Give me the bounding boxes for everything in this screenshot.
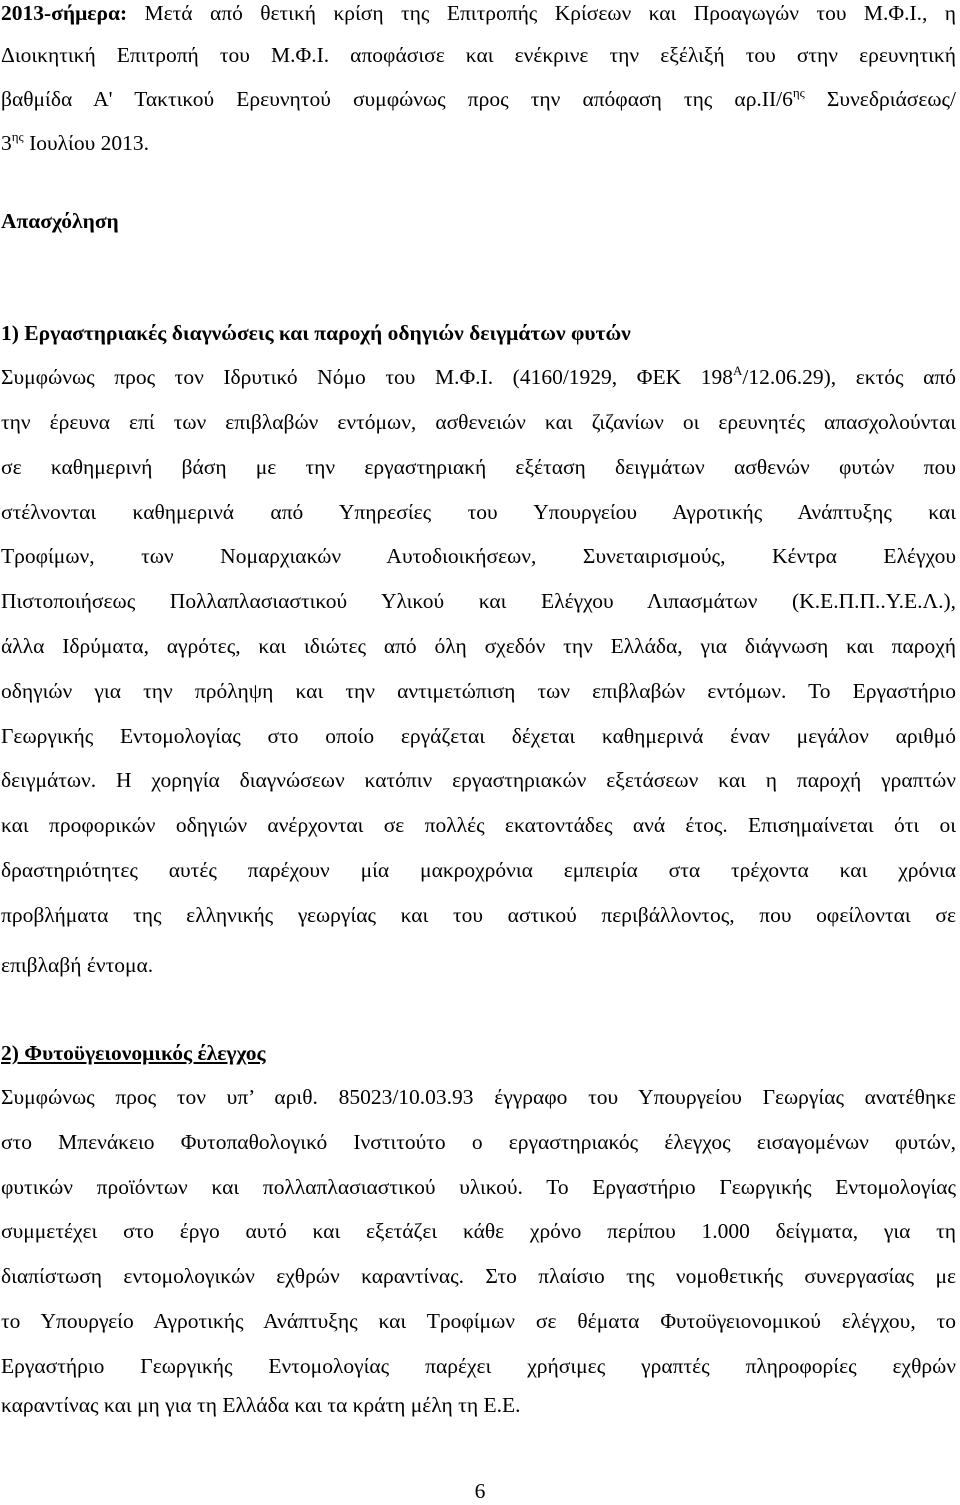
item1-line-12: δραστηριότητες αυτές παρέχουν μία μακροχρόνια εμπειρία στα τρέχοντα και χρόνια: [1, 858, 956, 882]
item1-line-3: σε καθημερινή βάση με την εργαστηριακή εξέταση δειγμάτων ασθενών φυτών που: [1, 454, 956, 479]
intro-text: 3: [1, 131, 12, 155]
section-title: Απασχόληση: [1, 209, 119, 233]
item1-line-9: Γεωργικής Εντομολογίας στο οποίο εργάζεται δέχεται καθημερινά έναν μεγάλον αριθμό: [1, 723, 956, 748]
item1-heading: 1) Εργαστηριακές διαγνώσεις και παροχή οδηγιών δειγμάτων φυτών: [1, 321, 631, 345]
page-number: 6: [474, 1479, 486, 1503]
item2-line-3: στο Μπενάκειο Φυτοπαθολογικό Ινστιτούτο ο εργαστηριακός έλεγχος εισαγομένων φυτών,: [1, 1129, 956, 1154]
item1-line-8: οδηγιών για την πρόληψη και την αντιμετώπιση των επιβλαβών εντόμων. Το Εργαστήριο: [1, 678, 956, 703]
superscript: ης: [11, 129, 24, 144]
intro-text: Μετά από θετική κρίση της Επιτροπής Κρίσεων και Προαγωγών του Μ.Φ.Ι., η: [127, 1, 956, 25]
intro-text: Συνεδριάσεως/: [804, 87, 956, 111]
superscript: ης: [792, 85, 805, 100]
intro-line-1: [1, 0, 956, 27]
item2-last-line: καραντίνας και μη για τη Ελλάδα και τα κράτη μέλη τη Ε.Ε.: [1, 1393, 521, 1417]
item1-text: Συμφώνως προς τον Ιδρυτικό Νόμο του Μ.Φ.Ι. (4160/1929, ΦΕΚ 198: [1, 365, 733, 389]
item2-line-8: Εργαστήριο Γεωργικής Εντομολογίας παρέχει χρήσιμες γραπτές πληροφορίες εχθρών: [1, 1353, 956, 1378]
item2-line-6: διαπίστωση εντομολογικών εχθρών καραντίνας. Στο πλαίσιο της νομοθετικής συνεργασίας με: [1, 1264, 956, 1289]
item1-line-6: Πιστοποιήσεως Πολλαπλασιαστικού Υλικού και Ελέγχου Λιπασμάτων (Κ.Ε.Π.Π..Υ.Ε.Λ.),: [1, 589, 956, 614]
item2-line-2: Συμφώνως προς τον υπ’ αριθ. 85023/10.03.93 έγγραφο του Υπουργείου Γεωργίας ανατέθηκε: [1, 1085, 956, 1109]
item1-line-1: [1, 363, 956, 391]
superscript: Α: [733, 363, 743, 378]
item1-line-10: δειγμάτων. Η χορηγία διαγνώσεων κατόπιν εργαστηριακών εξετάσεων και η παροχή γραπτών: [1, 768, 956, 793]
intro-text: Ιουλίου 2013.: [23, 131, 149, 155]
item1-text: /12.06.29), εκτός από: [742, 365, 956, 389]
item1-line-4: στέλνονται καθημερινά από Υπηρεσίες του Υπουργείου Αγροτικής Ανάπτυξης και: [1, 499, 956, 524]
item1-last-line: επιβλαβή έντομα.: [1, 953, 154, 977]
item1-line-13: προβλήματα της ελληνικής γεωργίας και του αστικού περιβάλλοντος, που οφείλονται σε: [1, 902, 956, 927]
item2-line-5: συμμετέχει στο έργο αυτό και εξετάζει κάθε χρόνο περίπου 1.000 δείγματα, για τη: [1, 1219, 956, 1244]
intro-text: βαθμίδα Α' Τακτικού Ερευνητού συμφώνως προς την απόφαση της αρ.ΙΙ/6: [1, 87, 793, 111]
item1-line-7: άλλα Ιδρύματα, αγρότες, και ιδιώτες από όλη σχεδόν την Ελλάδα, για διάγνωση και παροχή: [1, 634, 956, 658]
item2-heading: 2) Φυτοϋγειονομικός έλεγχος: [1, 1041, 266, 1065]
intro-date-range: 2013-σήμερα:: [1, 1, 128, 25]
item1-line-2: την έρευνα επί των επιβλαβών εντόμων, ασθενειών και ζιζανίων οι ερευνητές απασχολούνται: [1, 410, 956, 434]
item1-line-11: και προφορικών οδηγιών ανέρχονται σε πολλές εκατοντάδες ανά έτος. Επισημαίνεται ότι οι: [1, 813, 956, 838]
intro-line-3: [1, 85, 956, 113]
intro-line-4: [1, 129, 956, 157]
item2-line-4: φυτικών προϊόντων και πολλαπλασιαστικού υλικού. Το Εργαστήριο Γεωργικής Εντομολογίας: [1, 1174, 956, 1199]
item1-line-5: Τροφίμων, των Νομαρχιακών Αυτοδιοικήσεων, Συνεταιρισμούς, Κέντρα Ελέγχου: [1, 544, 956, 569]
item2-line-7: το Υπουργείο Αγροτικής Ανάπτυξης και Τροφίμων σε θέματα Φυτοϋγειονομικού ελέγχου, το: [1, 1309, 956, 1333]
intro-line-2: Διοικητική Επιτροπή του Μ.Φ.Ι. αποφάσισε και ενέκρινε την εξέλιξή του στην ερευνητική: [1, 43, 956, 67]
